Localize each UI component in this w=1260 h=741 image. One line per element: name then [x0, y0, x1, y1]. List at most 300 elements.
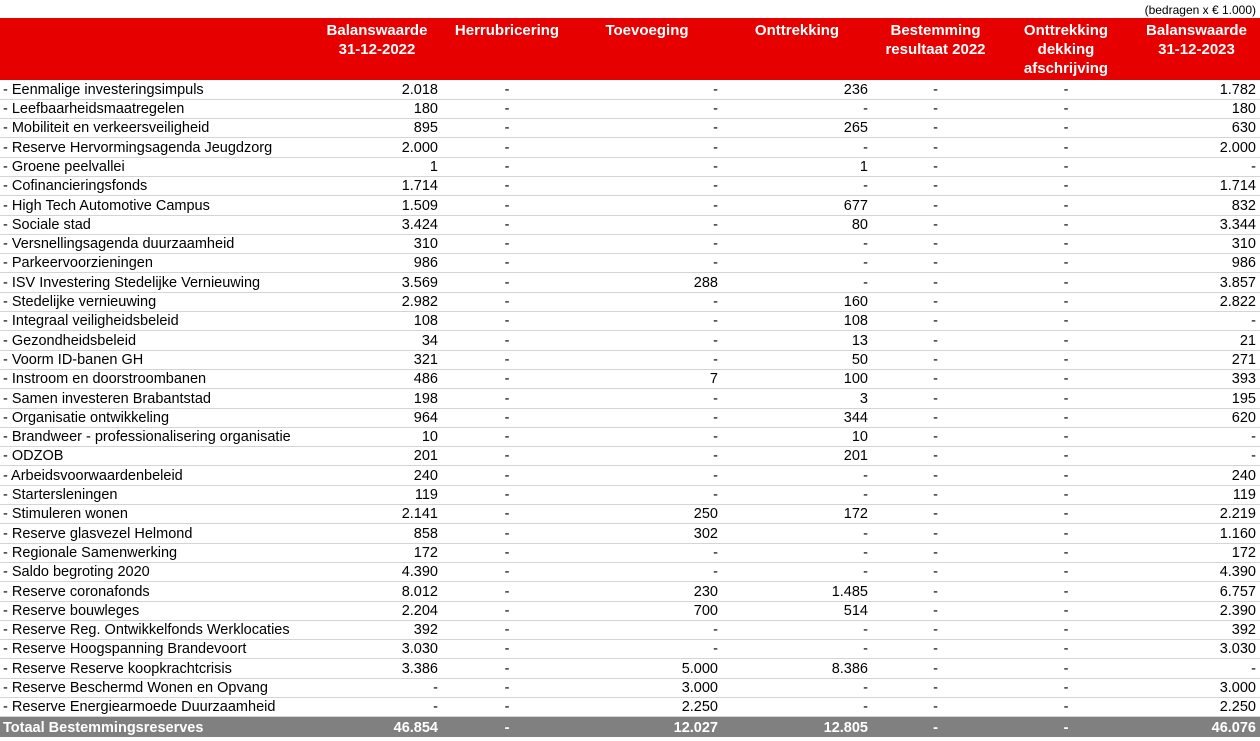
- row-value: -: [999, 640, 1133, 659]
- table-row: [0, 485, 1260, 504]
- row-value: -: [442, 678, 572, 697]
- row-value: 964: [312, 408, 442, 427]
- row-value: 8.012: [312, 582, 442, 601]
- row-value: 1: [312, 157, 442, 176]
- row-value: 3.030: [1133, 640, 1260, 659]
- row-value: -: [872, 157, 999, 176]
- row-value: 3.424: [312, 215, 442, 234]
- row-value: -: [872, 234, 999, 253]
- row-value: 4.390: [312, 562, 442, 581]
- row-value: -: [722, 620, 872, 639]
- row-value: -: [442, 659, 572, 678]
- row-value: 1.160: [1133, 524, 1260, 543]
- table-row: [0, 273, 1260, 292]
- row-value: -: [999, 312, 1133, 331]
- row-value: 265: [722, 119, 872, 138]
- header-cell: Onttrekking: [722, 18, 872, 80]
- table-row: [0, 138, 1260, 157]
- row-value: 108: [722, 312, 872, 331]
- row-value: -: [572, 80, 722, 99]
- row-value: 5.000: [572, 659, 722, 678]
- row-value: -: [722, 678, 872, 697]
- row-value: 34: [312, 331, 442, 350]
- row-label: - Saldo begroting 2020: [0, 562, 312, 581]
- row-value: 3: [722, 389, 872, 408]
- header-cell: Balanswaarde 31-12-2022: [312, 18, 442, 80]
- row-value: 172: [312, 543, 442, 562]
- row-value: -: [999, 234, 1133, 253]
- row-value: -: [572, 138, 722, 157]
- row-value: -: [442, 389, 572, 408]
- row-value: 100: [722, 369, 872, 388]
- row-value: 514: [722, 601, 872, 620]
- row-value: 180: [312, 99, 442, 118]
- row-value: 201: [312, 447, 442, 466]
- row-value: 321: [312, 350, 442, 369]
- row-value: -: [442, 427, 572, 446]
- header-cell: Toevoeging: [572, 18, 722, 80]
- table-row: [0, 427, 1260, 446]
- row-label: - Groene peelvallei: [0, 157, 312, 176]
- row-value: 3.000: [1133, 678, 1260, 697]
- row-value: 392: [312, 620, 442, 639]
- row-value: -: [872, 369, 999, 388]
- table-row: [0, 254, 1260, 273]
- row-value: -: [572, 427, 722, 446]
- row-value: -: [722, 562, 872, 581]
- row-value: -: [442, 196, 572, 215]
- row-value: -: [872, 215, 999, 234]
- row-value: 486: [312, 369, 442, 388]
- row-value: 986: [312, 254, 442, 273]
- row-value: -: [999, 447, 1133, 466]
- row-label: - Reserve glasvezel Helmond: [0, 524, 312, 543]
- row-value: 12.027: [572, 717, 722, 738]
- row-value: -: [572, 119, 722, 138]
- row-value: -: [722, 698, 872, 717]
- row-value: 172: [1133, 543, 1260, 562]
- row-value: -: [999, 659, 1133, 678]
- table-row: [0, 678, 1260, 697]
- row-value: -: [872, 99, 999, 118]
- row-value: -: [1133, 157, 1260, 176]
- row-value: -: [999, 620, 1133, 639]
- row-value: 393: [1133, 369, 1260, 388]
- row-value: -: [999, 157, 1133, 176]
- row-label: - ISV Investering Stedelijke Vernieuwing: [0, 273, 312, 292]
- row-label: - Reserve Energiearmoede Duurzaamheid: [0, 698, 312, 717]
- row-value: -: [872, 659, 999, 678]
- table-row: [0, 466, 1260, 485]
- row-value: -: [872, 80, 999, 99]
- row-value: 10: [722, 427, 872, 446]
- row-value: -: [722, 524, 872, 543]
- row-value: 3.000: [572, 678, 722, 697]
- row-value: 198: [312, 389, 442, 408]
- row-value: -: [872, 119, 999, 138]
- row-value: 2.250: [1133, 698, 1260, 717]
- row-value: 108: [312, 312, 442, 331]
- row-value: -: [999, 698, 1133, 717]
- table-row: [0, 176, 1260, 195]
- row-value: -: [1133, 447, 1260, 466]
- row-value: -: [722, 176, 872, 195]
- row-label: - Brandweer - professionalisering organisatie: [0, 427, 312, 446]
- row-value: -: [442, 601, 572, 620]
- row-value: 50: [722, 350, 872, 369]
- row-value: -: [442, 273, 572, 292]
- row-value: -: [999, 138, 1133, 157]
- row-value: -: [999, 678, 1133, 697]
- row-value: -: [872, 138, 999, 157]
- row-value: 1: [722, 157, 872, 176]
- row-value: -: [999, 427, 1133, 446]
- row-value: -: [442, 119, 572, 138]
- row-value: 119: [312, 485, 442, 504]
- row-value: -: [442, 543, 572, 562]
- row-label: - Stedelijke vernieuwing: [0, 292, 312, 311]
- row-value: -: [872, 562, 999, 581]
- row-value: -: [442, 466, 572, 485]
- row-value: 160: [722, 292, 872, 311]
- table-header-row: [0, 18, 1260, 80]
- row-value: 2.250: [572, 698, 722, 717]
- table-row: [0, 620, 1260, 639]
- table-row: [0, 99, 1260, 118]
- row-value: -: [872, 620, 999, 639]
- row-value: 240: [312, 466, 442, 485]
- row-value: -: [572, 215, 722, 234]
- row-label: - Samen investeren Brabantstad: [0, 389, 312, 408]
- row-value: -: [442, 640, 572, 659]
- row-value: -: [572, 157, 722, 176]
- row-value: -: [442, 99, 572, 118]
- row-value: -: [999, 466, 1133, 485]
- row-value: -: [572, 640, 722, 659]
- row-value: -: [872, 196, 999, 215]
- row-value: -: [572, 466, 722, 485]
- row-value: 6.757: [1133, 582, 1260, 601]
- row-value: -: [572, 350, 722, 369]
- row-value: -: [872, 254, 999, 273]
- row-value: -: [312, 678, 442, 697]
- row-value: -: [442, 485, 572, 504]
- row-label: - Mobiliteit en verkeersveiligheid: [0, 119, 312, 138]
- row-value: -: [1133, 659, 1260, 678]
- row-value: -: [999, 254, 1133, 273]
- row-value: -: [722, 543, 872, 562]
- header-cell: Herrubricering: [442, 18, 572, 80]
- table-row: [0, 447, 1260, 466]
- row-value: 1.485: [722, 582, 872, 601]
- row-value: -: [999, 485, 1133, 504]
- table-row: [0, 292, 1260, 311]
- row-label: - Eenmalige investeringsimpuls: [0, 80, 312, 99]
- row-value: 2.204: [312, 601, 442, 620]
- row-value: -: [999, 601, 1133, 620]
- row-value: -: [872, 447, 999, 466]
- row-value: 201: [722, 447, 872, 466]
- row-value: -: [572, 485, 722, 504]
- row-value: 271: [1133, 350, 1260, 369]
- row-value: 2.018: [312, 80, 442, 99]
- row-value: 230: [572, 582, 722, 601]
- total-row: [0, 717, 1260, 738]
- row-value: -: [572, 99, 722, 118]
- row-value: -: [572, 389, 722, 408]
- row-value: -: [1133, 312, 1260, 331]
- row-value: -: [872, 640, 999, 659]
- row-value: -: [872, 524, 999, 543]
- table-row: [0, 582, 1260, 601]
- row-label: - Reserve Reg. Ontwikkelfonds Werklocaties: [0, 620, 312, 639]
- row-label: - Reserve Reserve koopkrachtcrisis: [0, 659, 312, 678]
- row-value: 2.219: [1133, 505, 1260, 524]
- row-value: 302: [572, 524, 722, 543]
- row-value: 8.386: [722, 659, 872, 678]
- row-label: - Reserve Beschermd Wonen en Opvang: [0, 678, 312, 697]
- row-value: -: [872, 601, 999, 620]
- row-value: -: [572, 543, 722, 562]
- row-value: -: [999, 524, 1133, 543]
- row-value: 250: [572, 505, 722, 524]
- table-body: [0, 80, 1260, 737]
- row-label: - Versnellingsagenda duurzaamheid: [0, 234, 312, 253]
- row-value: 1.714: [312, 176, 442, 195]
- row-value: -: [999, 331, 1133, 350]
- row-value: -: [872, 678, 999, 697]
- row-value: 3.857: [1133, 273, 1260, 292]
- row-label: - Parkeervoorzieningen: [0, 254, 312, 273]
- row-value: 1.509: [312, 196, 442, 215]
- row-value: 2.390: [1133, 601, 1260, 620]
- header-cell-label: [0, 18, 312, 80]
- row-label: - Stimuleren wonen: [0, 505, 312, 524]
- row-value: -: [872, 698, 999, 717]
- row-label: - Reserve Hervormingsagenda Jeugdzorg: [0, 138, 312, 157]
- row-label: - ODZOB: [0, 447, 312, 466]
- row-value: 986: [1133, 254, 1260, 273]
- row-value: -: [442, 331, 572, 350]
- row-value: -: [872, 408, 999, 427]
- row-value: -: [442, 408, 572, 427]
- row-value: 4.390: [1133, 562, 1260, 581]
- row-value: -: [872, 505, 999, 524]
- header-cell: Onttrekking dekking afschrijving: [999, 18, 1133, 80]
- table-row: [0, 698, 1260, 717]
- row-value: -: [999, 505, 1133, 524]
- row-value: 832: [1133, 196, 1260, 215]
- row-value: -: [572, 234, 722, 253]
- row-value: -: [572, 562, 722, 581]
- row-value: -: [442, 505, 572, 524]
- row-value: 630: [1133, 119, 1260, 138]
- row-value: -: [442, 698, 572, 717]
- row-value: 2.822: [1133, 292, 1260, 311]
- row-value: 288: [572, 273, 722, 292]
- row-value: 310: [312, 234, 442, 253]
- row-value: 3.344: [1133, 215, 1260, 234]
- row-value: 7: [572, 369, 722, 388]
- row-value: -: [999, 717, 1133, 738]
- amounts-note: (bedragen x € 1.000): [1144, 3, 1256, 17]
- row-value: -: [442, 80, 572, 99]
- table-row: [0, 505, 1260, 524]
- row-label: - Arbeidsvoorwaardenbeleid: [0, 466, 312, 485]
- row-value: 3.386: [312, 659, 442, 678]
- row-value: 3.030: [312, 640, 442, 659]
- row-value: 2.000: [1133, 138, 1260, 157]
- table-row: [0, 331, 1260, 350]
- row-value: -: [442, 620, 572, 639]
- row-value: -: [722, 640, 872, 659]
- row-value: -: [872, 176, 999, 195]
- row-value: -: [442, 157, 572, 176]
- row-value: -: [872, 350, 999, 369]
- table-row: [0, 408, 1260, 427]
- row-value: -: [722, 234, 872, 253]
- table-row: [0, 215, 1260, 234]
- row-value: -: [442, 215, 572, 234]
- table-row: [0, 640, 1260, 659]
- row-value: 119: [1133, 485, 1260, 504]
- table-row: [0, 350, 1260, 369]
- row-value: -: [999, 292, 1133, 311]
- row-value: -: [872, 312, 999, 331]
- row-value: -: [999, 582, 1133, 601]
- row-value: 3.569: [312, 273, 442, 292]
- row-value: 858: [312, 524, 442, 543]
- row-value: -: [442, 447, 572, 466]
- row-value: -: [442, 312, 572, 331]
- row-value: -: [872, 331, 999, 350]
- row-value: -: [999, 119, 1133, 138]
- row-value: -: [442, 562, 572, 581]
- row-value: -: [872, 582, 999, 601]
- row-value: -: [572, 331, 722, 350]
- row-value: -: [722, 273, 872, 292]
- row-value: -: [572, 176, 722, 195]
- table-row: [0, 543, 1260, 562]
- row-value: -: [872, 273, 999, 292]
- row-value: 21: [1133, 331, 1260, 350]
- row-value: 12.805: [722, 717, 872, 738]
- table-row: [0, 524, 1260, 543]
- row-value: -: [999, 196, 1133, 215]
- row-label: - Cofinancieringsfonds: [0, 176, 312, 195]
- row-value: -: [999, 215, 1133, 234]
- row-value: -: [572, 408, 722, 427]
- row-value: -: [312, 698, 442, 717]
- row-value: 195: [1133, 389, 1260, 408]
- row-value: -: [1133, 427, 1260, 446]
- row-value: -: [572, 312, 722, 331]
- table-row: [0, 157, 1260, 176]
- row-value: -: [999, 99, 1133, 118]
- row-value: 46.076: [1133, 717, 1260, 738]
- row-value: -: [442, 369, 572, 388]
- header-cell: Bestemming resultaat 2022: [872, 18, 999, 80]
- row-value: 80: [722, 215, 872, 234]
- row-value: 180: [1133, 99, 1260, 118]
- row-value: -: [442, 717, 572, 738]
- row-label: - Gezondheidsbeleid: [0, 331, 312, 350]
- row-value: 13: [722, 331, 872, 350]
- row-value: 236: [722, 80, 872, 99]
- row-value: 172: [722, 505, 872, 524]
- row-label: - Reserve Hoogspanning Brandevoort: [0, 640, 312, 659]
- row-value: 1.782: [1133, 80, 1260, 99]
- row-value: 310: [1133, 234, 1260, 253]
- row-label: Totaal Bestemmingsreserves: [0, 717, 312, 738]
- row-value: -: [999, 408, 1133, 427]
- row-value: -: [872, 485, 999, 504]
- row-value: -: [572, 447, 722, 466]
- row-value: 700: [572, 601, 722, 620]
- table-row: [0, 562, 1260, 581]
- table-row: [0, 601, 1260, 620]
- row-value: -: [872, 466, 999, 485]
- row-value: -: [442, 254, 572, 273]
- row-value: -: [872, 427, 999, 446]
- row-value: 895: [312, 119, 442, 138]
- row-value: -: [442, 138, 572, 157]
- row-value: -: [872, 292, 999, 311]
- table-row: [0, 196, 1260, 215]
- table-row: [0, 80, 1260, 99]
- row-label: - Instroom en doorstroombanen: [0, 369, 312, 388]
- row-value: -: [999, 543, 1133, 562]
- row-value: -: [722, 138, 872, 157]
- row-value: -: [872, 389, 999, 408]
- row-value: -: [722, 485, 872, 504]
- row-value: 392: [1133, 620, 1260, 639]
- reserves-table: [0, 18, 1260, 737]
- row-value: -: [442, 292, 572, 311]
- row-label: - Leefbaarheidsmaatregelen: [0, 99, 312, 118]
- row-value: -: [572, 620, 722, 639]
- row-label: - Integraal veiligheidsbeleid: [0, 312, 312, 331]
- row-label: - Startersleningen: [0, 485, 312, 504]
- row-value: -: [722, 99, 872, 118]
- row-value: 240: [1133, 466, 1260, 485]
- row-value: 46.854: [312, 717, 442, 738]
- row-value: -: [442, 176, 572, 195]
- row-value: 1.714: [1133, 176, 1260, 195]
- table-row: [0, 659, 1260, 678]
- row-value: 620: [1133, 408, 1260, 427]
- row-value: -: [872, 543, 999, 562]
- row-value: -: [872, 717, 999, 738]
- row-value: -: [442, 234, 572, 253]
- row-value: -: [442, 524, 572, 543]
- row-value: -: [722, 254, 872, 273]
- table-row: [0, 312, 1260, 331]
- row-label: - Organisatie ontwikkeling: [0, 408, 312, 427]
- row-value: 10: [312, 427, 442, 446]
- row-label: - High Tech Automotive Campus: [0, 196, 312, 215]
- row-label: - Sociale stad: [0, 215, 312, 234]
- row-value: 677: [722, 196, 872, 215]
- row-value: 2.000: [312, 138, 442, 157]
- row-value: -: [999, 562, 1133, 581]
- table-row: [0, 119, 1260, 138]
- row-value: 2.982: [312, 292, 442, 311]
- row-value: -: [442, 350, 572, 369]
- table-row: [0, 389, 1260, 408]
- row-value: -: [722, 466, 872, 485]
- row-value: -: [999, 389, 1133, 408]
